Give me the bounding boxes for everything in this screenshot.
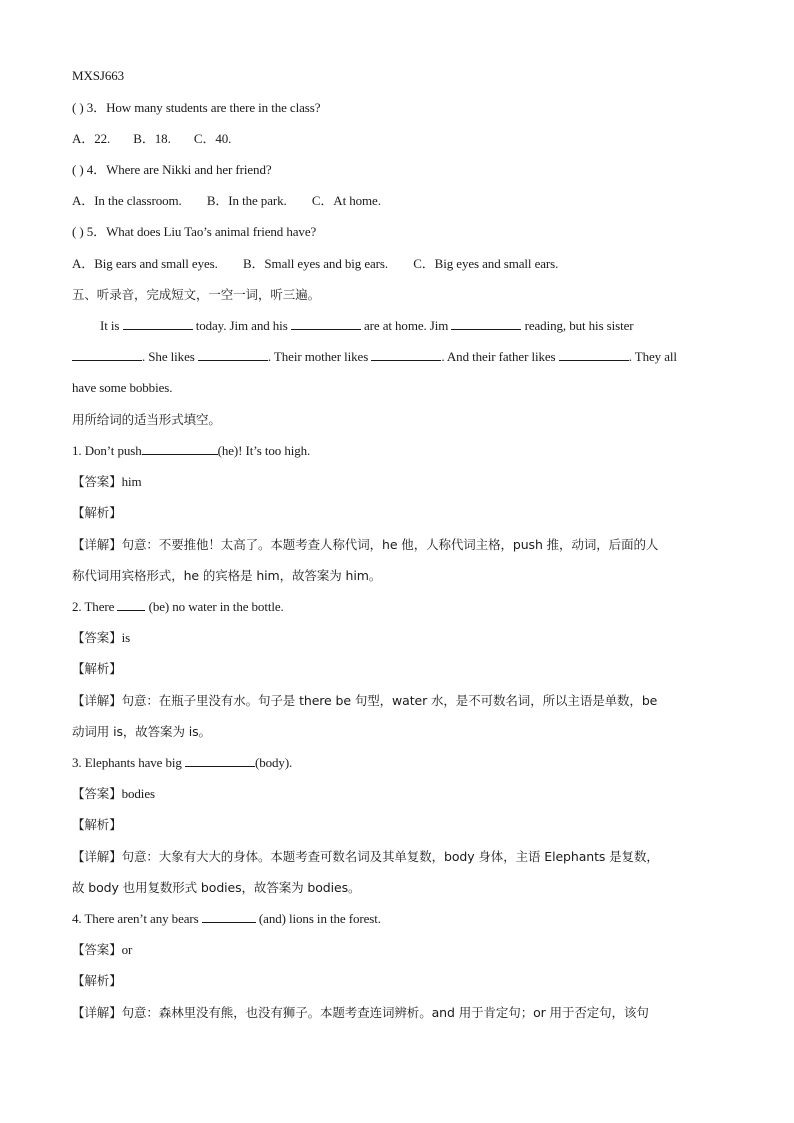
blank bbox=[185, 754, 255, 767]
answer-line-2 bbox=[72, 629, 722, 647]
question-5-options bbox=[72, 255, 722, 273]
answer-text: is bbox=[121, 630, 131, 645]
blank bbox=[142, 442, 218, 455]
option-c: C．40. bbox=[193, 131, 232, 146]
detail-tag: 【详解】 bbox=[72, 849, 122, 864]
question-3 bbox=[72, 99, 722, 117]
question-4-options bbox=[72, 192, 722, 210]
answer-paren: ( ) bbox=[72, 100, 84, 115]
answer-text: or bbox=[121, 942, 133, 957]
option-b: B．Small eyes and big ears. bbox=[242, 256, 389, 271]
option-c: C．At home. bbox=[311, 193, 381, 208]
detail-line-1b: 称代词用宾格形式，he 的宾格是 him，故答案为 him。 bbox=[72, 568, 382, 583]
blank bbox=[451, 317, 521, 330]
answer-line-1 bbox=[72, 473, 722, 491]
answer-tag: 【答案】 bbox=[72, 786, 122, 801]
question-3-options bbox=[72, 130, 722, 148]
detail-line-2b: 动词用 is，故答案为 is。 bbox=[72, 724, 211, 739]
blank bbox=[559, 348, 629, 361]
blank bbox=[123, 317, 193, 330]
blank bbox=[202, 910, 256, 923]
question-stem: 5．What does Liu Tao’s animal friend have? bbox=[86, 224, 317, 239]
passage-line-2: . She likes . Their mother likes . And their father likes . They all bbox=[72, 348, 722, 366]
header-code: MXSJ663 bbox=[72, 68, 125, 83]
answer-tag: 【答案】 bbox=[72, 474, 122, 489]
question-4 bbox=[72, 161, 722, 179]
analysis-tag: 【解析】 bbox=[72, 973, 122, 988]
passage-line-3: have some bobbies. bbox=[72, 380, 173, 395]
blank bbox=[371, 348, 441, 361]
question-stem: 3．How many students are there in the class? bbox=[86, 100, 321, 115]
detail-line-2a: 【详解】句意：在瓶子里没有水。句子是 there be 句型，water 水，是不可数名词，所以主语是单数，be bbox=[72, 693, 658, 708]
answer-text: him bbox=[121, 474, 142, 489]
fill-question-4: 4. There aren’t any bears (and) lions in the forest. bbox=[72, 911, 381, 926]
option-a: A．22. bbox=[72, 131, 111, 146]
question-stem: 4．Where are Nikki and her friend? bbox=[86, 162, 272, 177]
analysis-tag: 【解析】 bbox=[72, 661, 122, 676]
analysis-tag: 【解析】 bbox=[72, 817, 122, 832]
option-b: B．In the park. bbox=[206, 193, 287, 208]
detail-line-3b: 故 body 也用复数形式 bodies，故答案为 bodies。 bbox=[72, 880, 361, 895]
blank bbox=[291, 317, 361, 330]
detail-tag: 【详解】 bbox=[72, 693, 122, 708]
blank bbox=[117, 598, 145, 611]
answer-text: bodies bbox=[121, 786, 155, 801]
answer-paren: ( ) bbox=[72, 162, 84, 177]
detail-line-4a: 【详解】句意：森林里没有熊，也没有狮子。本题考查连词辨析。and 用于肯定句；or 用于否定句，该句 bbox=[72, 1005, 649, 1020]
answer-tag: 【答案】 bbox=[72, 942, 122, 957]
detail-tag: 【详解】 bbox=[72, 537, 122, 552]
blank bbox=[198, 348, 268, 361]
fill-question-2: 2. There (be) no water in the bottle. bbox=[72, 599, 284, 614]
question-5 bbox=[72, 223, 722, 241]
detail-tag: 【详解】 bbox=[72, 1005, 122, 1020]
option-a: A．In the classroom. bbox=[72, 193, 182, 208]
fill-question-1: 1. Don’t push (he)! It’s too high. bbox=[72, 443, 311, 458]
answer-line-4 bbox=[72, 941, 722, 959]
option-c: C．Big eyes and small ears. bbox=[413, 256, 559, 271]
section-title: 五、听录音，完成短文，一空一词，听三遍。 bbox=[72, 287, 321, 302]
passage-line-1: It is today. Jim and his are at home. Jim reading, but his sister bbox=[100, 318, 634, 333]
answer-line-3 bbox=[72, 785, 722, 803]
fill-section-title: 用所给词的适当形式填空。 bbox=[72, 412, 221, 427]
option-b: B．18. bbox=[133, 131, 171, 146]
option-a: A．Big ears and small eyes. bbox=[72, 256, 218, 271]
fill-question-3: 3. Elephants have big (body). bbox=[72, 755, 293, 770]
blank bbox=[72, 348, 142, 361]
analysis-tag: 【解析】 bbox=[72, 505, 122, 520]
detail-line-3a: 【详解】句意：大象有大大的身体。本题考查可数名词及其单复数，body 身体，主语 Elephants 是复数， bbox=[72, 849, 659, 864]
answer-tag: 【答案】 bbox=[72, 630, 122, 645]
detail-line-1a: 【详解】句意：不要推他！太高了。本题考查人称代词，he 他，人称代词主格，push 推，动词，后面的人 bbox=[72, 537, 659, 552]
answer-paren: ( ) bbox=[72, 224, 84, 239]
